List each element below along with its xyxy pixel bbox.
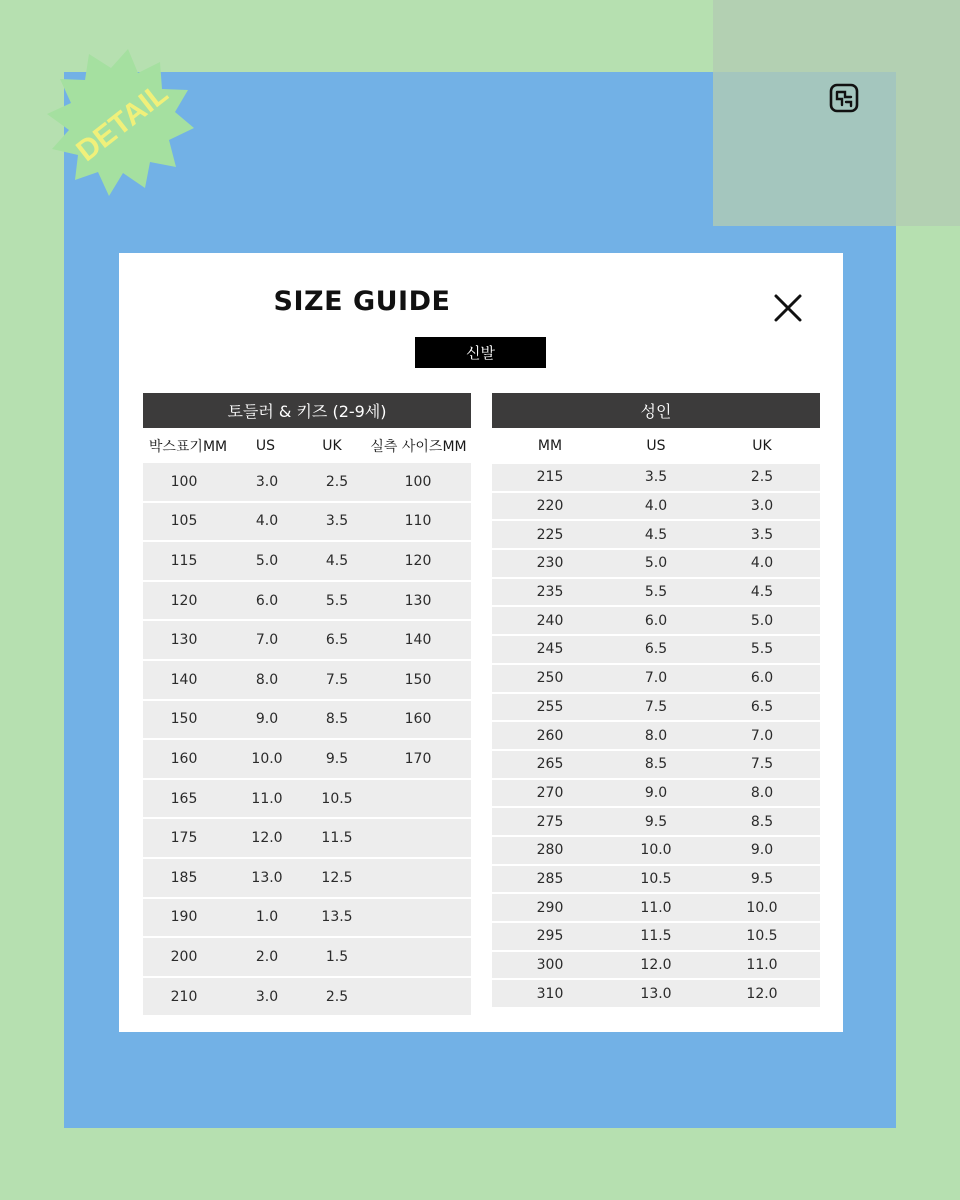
- table-row: [492, 464, 820, 493]
- table-cell: 6.0: [750, 670, 774, 687]
- table-cell: 160: [404, 711, 432, 728]
- table-cell: 3.0: [255, 473, 279, 490]
- table-cell: 130: [404, 592, 432, 609]
- table-cell: 140: [170, 671, 198, 688]
- table-cell: 6.0: [644, 612, 668, 629]
- table-cell: 1.0: [255, 909, 279, 926]
- table-cell: 5.5: [750, 641, 774, 658]
- table-cell: 10.5: [640, 870, 672, 887]
- table-cell: 4.0: [255, 513, 279, 530]
- table-cell: 225: [536, 526, 564, 543]
- table-cell: 285: [536, 870, 564, 887]
- table-cell: 11.0: [746, 957, 778, 974]
- table-cell: 4.5: [644, 526, 668, 543]
- table-cell: 240: [536, 612, 564, 629]
- table-cell: 13.5: [321, 909, 353, 926]
- table-cell: 11.0: [251, 790, 283, 807]
- table-cell: 220: [536, 498, 564, 515]
- table-cell: 3.0: [750, 498, 774, 515]
- table-cell: 8.5: [325, 711, 349, 728]
- table-cell: 6.5: [325, 632, 349, 649]
- table-cell: 290: [536, 899, 564, 916]
- table-cell: 235: [536, 584, 564, 601]
- table-row: [143, 740, 471, 780]
- table-cell: 5.5: [644, 584, 668, 601]
- table-cell: 9.0: [644, 784, 668, 801]
- column-header: US: [255, 437, 276, 454]
- badge-text: DETAIL: [70, 76, 175, 169]
- table-cell: 4.0: [644, 498, 668, 515]
- table-cell: 11.5: [321, 830, 353, 847]
- table-cell: 3.5: [750, 526, 774, 543]
- table-cell: 5.0: [644, 555, 668, 572]
- table-row: [492, 952, 820, 981]
- table-cell: 165: [170, 790, 198, 807]
- table-row: [492, 579, 820, 608]
- table-cell: 100: [170, 473, 198, 490]
- table-cell: 110: [404, 513, 432, 530]
- table-cell: 140: [404, 632, 432, 649]
- table-row: [492, 780, 820, 809]
- table-cell: 7.5: [750, 756, 774, 773]
- table-row: [143, 463, 471, 503]
- table-cell: 210: [170, 988, 198, 1005]
- table-cell: 12.0: [640, 957, 672, 974]
- size-guide-title: SIZE GUIDE: [273, 286, 451, 317]
- table-row: [492, 894, 820, 923]
- table-cell: 100: [404, 473, 432, 490]
- column-header: US: [646, 438, 666, 454]
- table-cell: 255: [536, 698, 564, 715]
- table-cell: 275: [536, 813, 564, 830]
- table-cell: 6.0: [255, 592, 279, 609]
- table-cell: 295: [536, 928, 564, 945]
- table-cell: 280: [536, 842, 564, 859]
- detail-badge: [30, 40, 210, 210]
- kids-rows: [143, 463, 471, 1017]
- table-cell: 7.0: [644, 670, 668, 687]
- table-cell: 200: [170, 948, 198, 965]
- table-cell: 11.0: [640, 899, 672, 916]
- table-row: [492, 980, 820, 1009]
- table-cell: 8.0: [644, 727, 668, 744]
- kids-size-table: [143, 393, 471, 1017]
- table-cell: 12.5: [321, 869, 353, 886]
- table-row: [492, 866, 820, 895]
- table-cell: 3.5: [325, 513, 349, 530]
- table-cell: 150: [404, 671, 432, 688]
- table-row: [492, 493, 820, 522]
- table-cell: 4.0: [750, 555, 774, 572]
- table-cell: 6.5: [644, 641, 668, 658]
- table-cell: 8.0: [255, 671, 279, 688]
- table-cell: 175: [170, 830, 198, 847]
- table-row: [492, 665, 820, 694]
- column-header: 실측 사이즈MM: [370, 438, 467, 455]
- table-row: [143, 899, 471, 939]
- table-cell: 215: [536, 469, 564, 486]
- column-header: 박스표기MM: [148, 438, 228, 455]
- column-header: MM: [537, 438, 563, 454]
- table-cell: 115: [170, 552, 198, 569]
- table-row: [143, 859, 471, 899]
- table-row: [492, 694, 820, 723]
- table-cell: 190: [170, 909, 198, 926]
- table-row: [492, 837, 820, 866]
- table-row: [143, 938, 471, 978]
- table-row: [143, 819, 471, 859]
- table-cell: 5.5: [325, 592, 349, 609]
- table-cell: 9.5: [750, 870, 774, 887]
- table-cell: 9.0: [255, 711, 279, 728]
- table-row: [492, 607, 820, 636]
- table-cell: 11.5: [640, 928, 672, 945]
- table-cell: 2.5: [325, 988, 349, 1005]
- table-cell: 4.5: [750, 584, 774, 601]
- table-cell: 10.0: [251, 750, 283, 767]
- table-cell: 2.0: [255, 948, 279, 965]
- table-cell: 170: [404, 750, 432, 767]
- category-tab-shoes[interactable]: 신발: [415, 337, 546, 368]
- table-cell: 250: [536, 670, 564, 687]
- table-row: [143, 542, 471, 582]
- table-row: [492, 636, 820, 665]
- table-row: [143, 701, 471, 741]
- table-row: [492, 808, 820, 837]
- table-cell: 3.0: [255, 988, 279, 1005]
- adult-size-table: [492, 393, 820, 1009]
- table-cell: 7.0: [750, 727, 774, 744]
- adult-table-title: 성인: [492, 393, 820, 428]
- table-row: [143, 503, 471, 543]
- table-cell: 265: [536, 756, 564, 773]
- table-cell: 8.5: [750, 813, 774, 830]
- table-row: [492, 550, 820, 579]
- table-cell: 7.5: [644, 698, 668, 715]
- table-cell: 270: [536, 784, 564, 801]
- table-row: [143, 621, 471, 661]
- table-cell: 230: [536, 555, 564, 572]
- table-cell: 9.0: [750, 842, 774, 859]
- table-cell: 8.0: [750, 784, 774, 801]
- table-cell: 120: [404, 552, 432, 569]
- table-cell: 6.5: [750, 698, 774, 715]
- table-row: [492, 722, 820, 751]
- table-cell: 13.0: [640, 985, 672, 1002]
- table-cell: 9.5: [325, 750, 349, 767]
- close-x-icon[interactable]: [770, 290, 806, 326]
- table-cell: 13.0: [251, 869, 283, 886]
- table-row: [143, 780, 471, 820]
- table-cell: 160: [170, 750, 198, 767]
- adult-column-headers: [492, 428, 820, 464]
- table-cell: 8.5: [644, 756, 668, 773]
- column-header: UK: [752, 438, 772, 454]
- table-cell: 185: [170, 869, 198, 886]
- table-cell: 10.0: [746, 899, 778, 916]
- table-row: [492, 923, 820, 952]
- table-row: [492, 751, 820, 780]
- table-row: [492, 521, 820, 550]
- table-cell: 5.0: [255, 552, 279, 569]
- table-cell: 10.5: [321, 790, 353, 807]
- kids-table-title: 토들러 & 키즈 (2-9세): [143, 393, 471, 428]
- table-row: [143, 582, 471, 622]
- table-cell: 10.5: [746, 928, 778, 945]
- kids-column-headers: [143, 428, 471, 463]
- table-cell: 7.5: [325, 671, 349, 688]
- table-cell: 12.0: [746, 985, 778, 1002]
- table-cell: 120: [170, 592, 198, 609]
- adult-rows: [492, 464, 820, 1009]
- table-row: [143, 978, 471, 1018]
- table-cell: 150: [170, 711, 198, 728]
- table-cell: 245: [536, 641, 564, 658]
- table-cell: 3.5: [644, 469, 668, 486]
- table-cell: 7.0: [255, 632, 279, 649]
- table-cell: 1.5: [325, 948, 349, 965]
- table-cell: 105: [170, 513, 198, 530]
- table-cell: 9.5: [644, 813, 668, 830]
- table-cell: 2.5: [325, 473, 349, 490]
- table-cell: 12.0: [251, 830, 283, 847]
- table-cell: 130: [170, 632, 198, 649]
- table-cell: 10.0: [640, 842, 672, 859]
- table-cell: 260: [536, 727, 564, 744]
- table-cell: 2.5: [750, 469, 774, 486]
- table-cell: 310: [536, 985, 564, 1002]
- table-cell: 5.0: [750, 612, 774, 629]
- puzzle-icon: [828, 82, 860, 114]
- column-header: UK: [322, 437, 342, 454]
- table-cell: 300: [536, 957, 564, 974]
- table-cell: 4.5: [325, 552, 349, 569]
- table-row: [143, 661, 471, 701]
